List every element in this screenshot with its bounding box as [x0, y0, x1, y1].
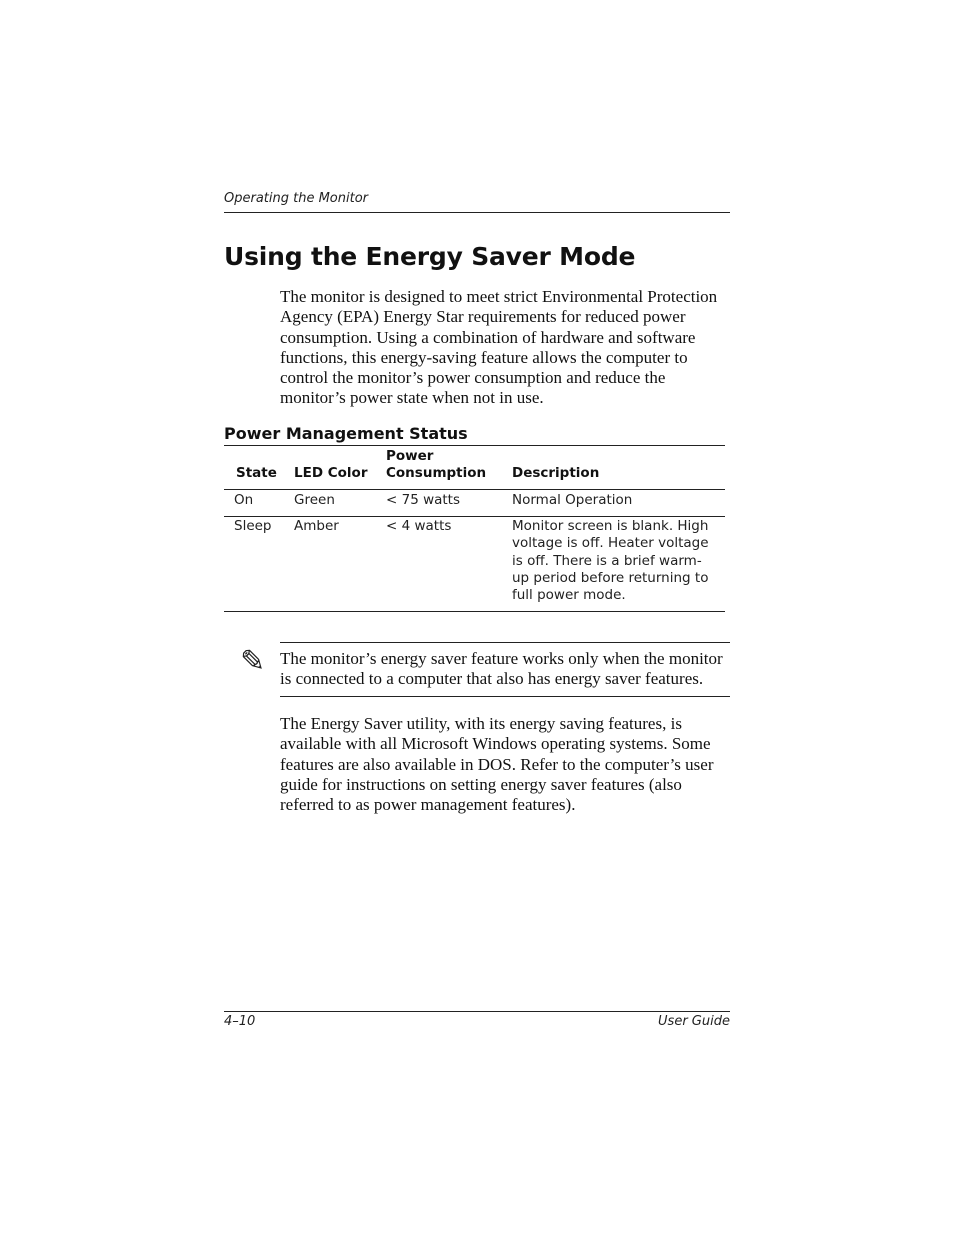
pencil-note-icon: ✎ — [240, 644, 266, 679]
running-head: Operating the Monitor — [224, 191, 369, 206]
footer-rule — [224, 1011, 730, 1012]
note-top-rule — [280, 642, 730, 643]
row-rule — [224, 516, 725, 517]
column-header-led-color: LED Color — [294, 465, 368, 481]
header-rule — [224, 212, 730, 213]
cell-led-color: Green — [294, 492, 335, 508]
table-header-rule — [224, 489, 725, 490]
table-top-rule — [224, 445, 725, 446]
note-bottom-rule — [280, 696, 730, 697]
column-header-state: State — [236, 465, 277, 481]
page-title: Using the Energy Saver Mode — [224, 242, 636, 271]
cell-state: Sleep — [234, 518, 272, 534]
column-header-power-consumption: Power Consumption — [386, 448, 487, 481]
cell-description: Normal Operation — [512, 492, 633, 508]
cell-power-consumption: < 4 watts — [386, 518, 452, 534]
closing-paragraph: The Energy Saver utility, with its energy saving features, is available with all Microsoft Windows operating systems. Some features are also available in DOS. Refer to the computer’s user guide for instructions on setting energy saver features (also referred to as power management features). — [280, 714, 714, 815]
table-bottom-rule — [224, 611, 725, 612]
cell-led-color: Amber — [294, 518, 339, 534]
column-header-description: Description — [512, 465, 600, 481]
intro-paragraph: The monitor is designed to meet strict Environmental Protection Agency (EPA) Energy Star requirements for reduced power consumption. Using a combination of hardware and software functions, this energy-saving feature allows the computer to control the monitor’s power consumption and reduce the monitor’s power state when not in use. — [280, 287, 718, 408]
cell-state: On — [234, 492, 254, 508]
page-number: 4–10 — [224, 1014, 256, 1029]
note-text: The monitor’s energy saver feature works only when the monitor is connected to a computer that also has energy saver features. — [280, 649, 723, 689]
table-title: Power Management Status — [224, 424, 468, 443]
cell-description: Monitor screen is blank. High voltage is off. Heater voltage is off. There is a brief warm-up period before returning to full power mode. — [512, 518, 709, 604]
document-name: User Guide — [658, 1014, 730, 1029]
cell-power-consumption: < 75 watts — [386, 492, 461, 508]
